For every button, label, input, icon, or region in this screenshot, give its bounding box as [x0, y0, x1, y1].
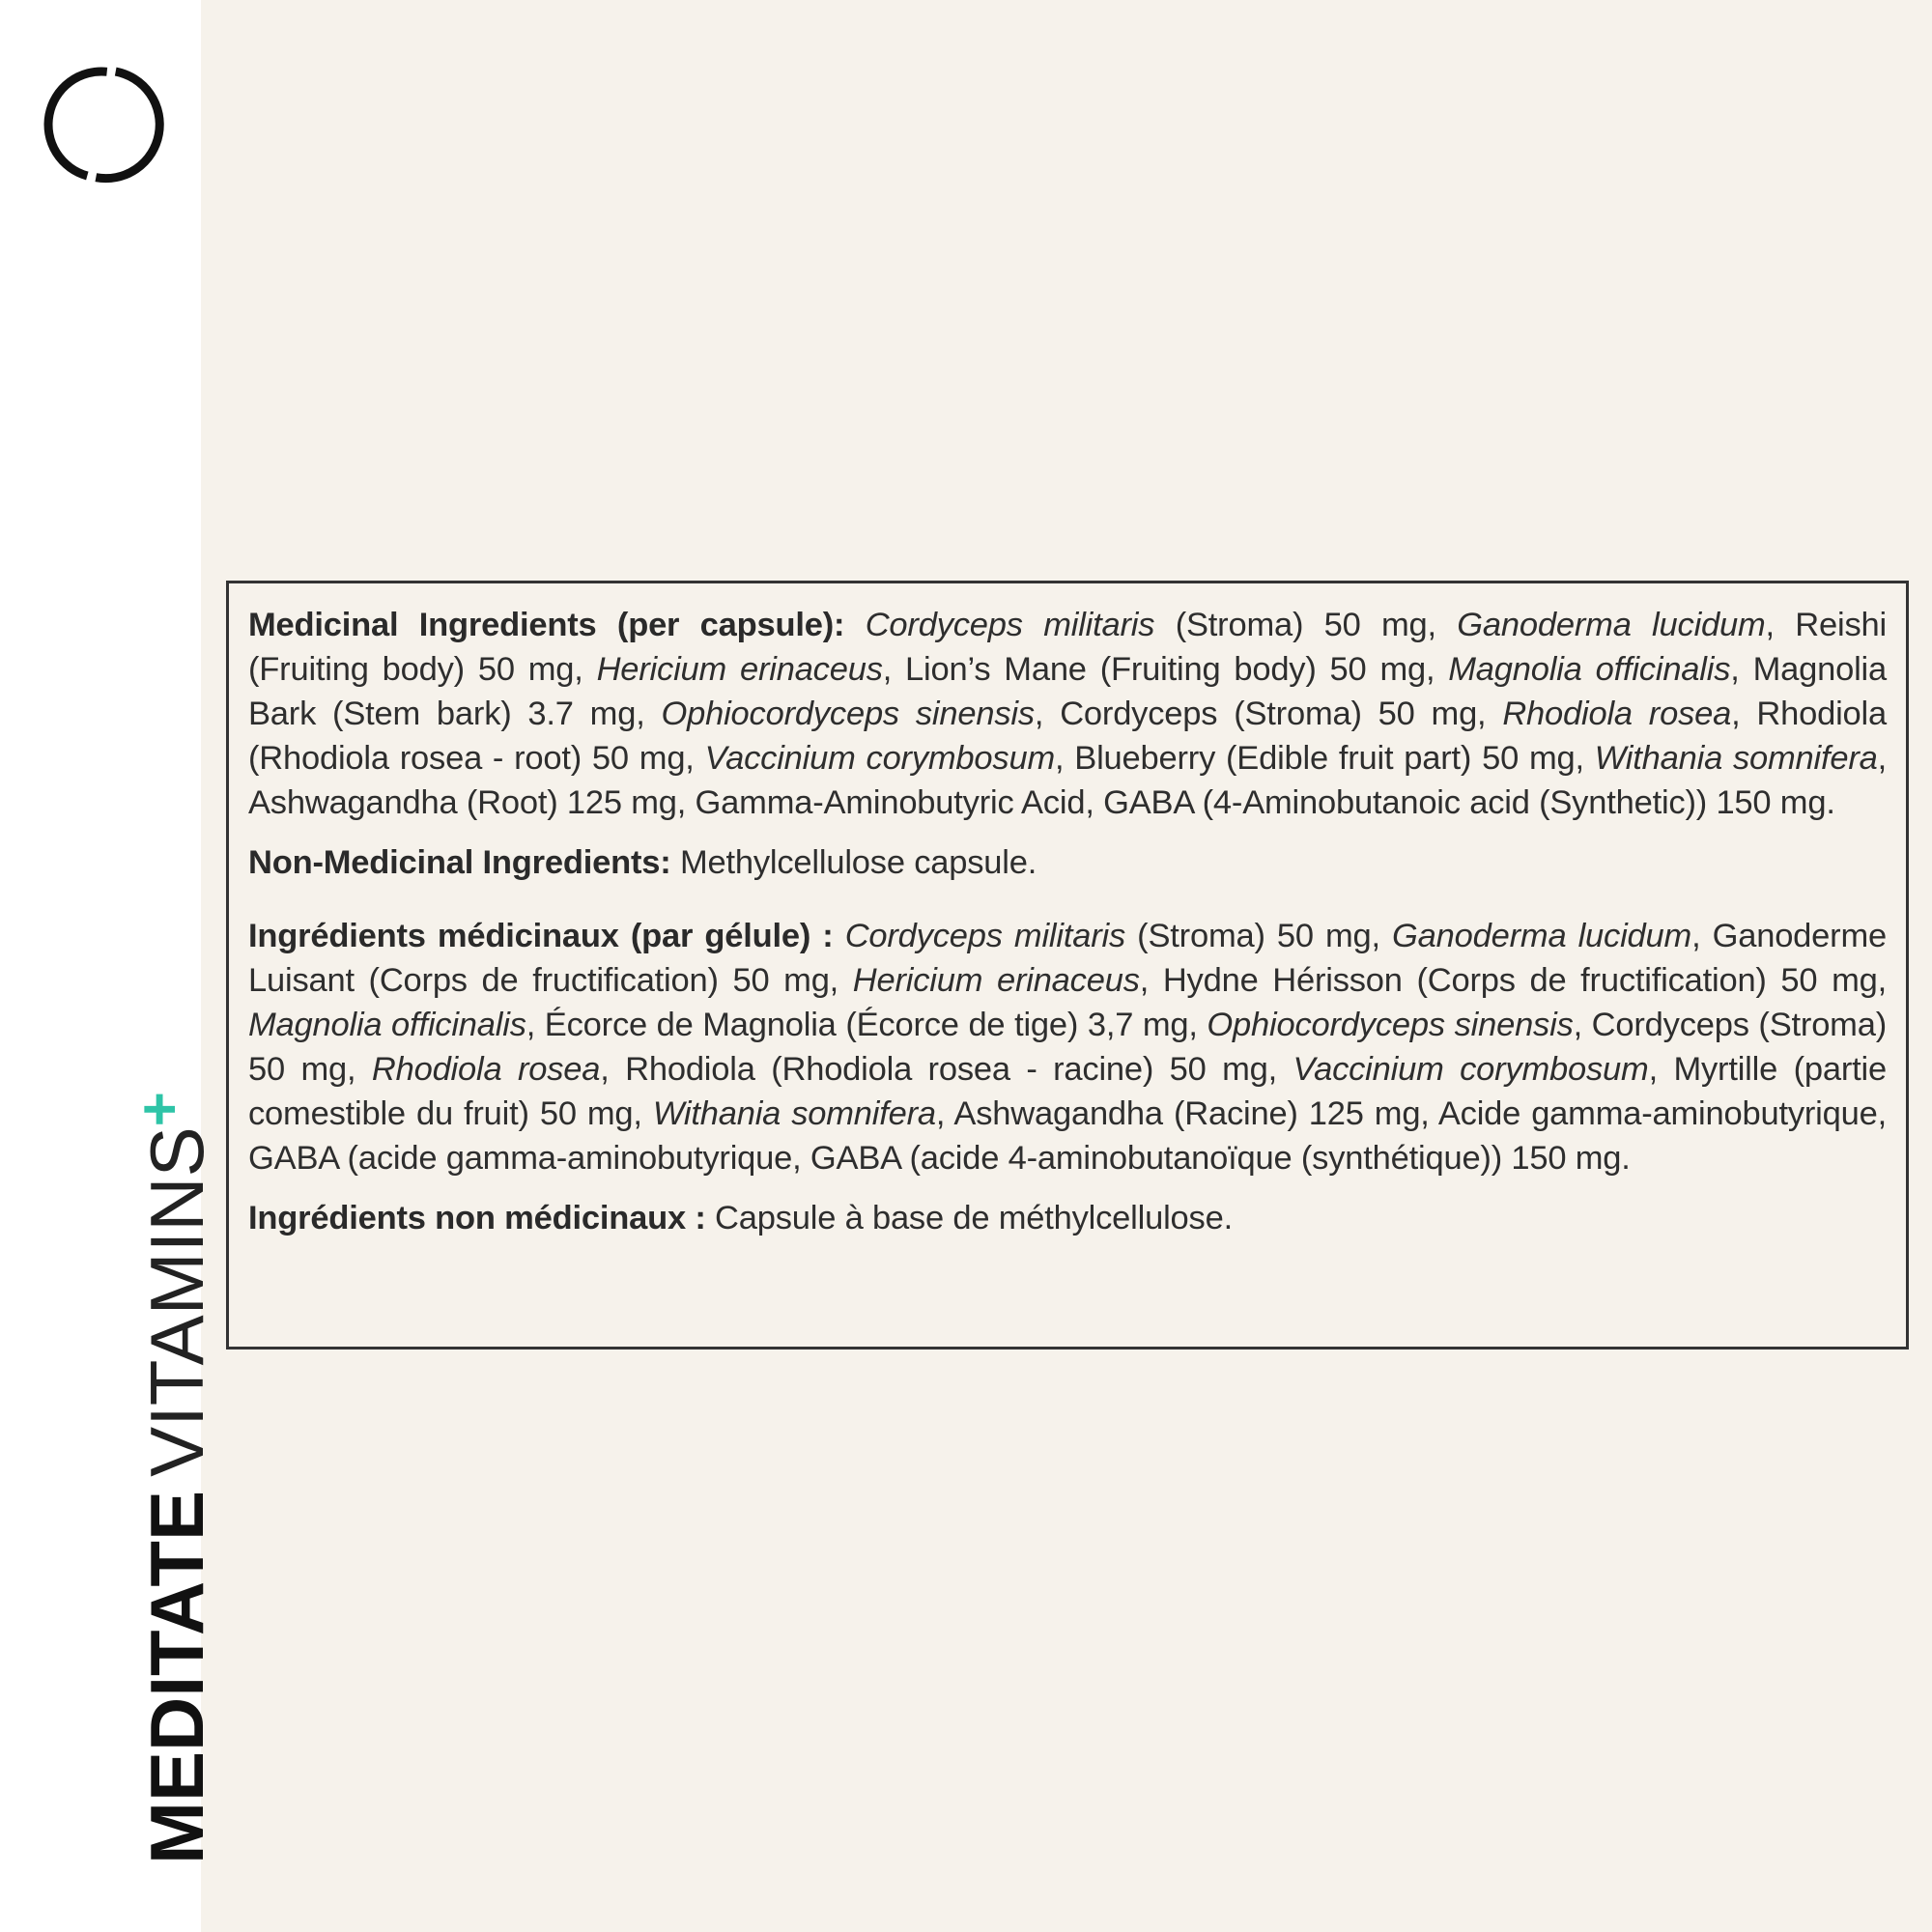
species-name: Ophiocordyceps sinensis	[1207, 1007, 1574, 1043]
ingredient-text: , Rhodiola (Rhodiola rosea - root) 50 mg,	[248, 696, 1887, 777]
species-name: Ganoderma lucidum	[1457, 607, 1766, 643]
ingredient-text	[844, 607, 865, 643]
species-name: Hericium erinaceus	[852, 962, 1140, 999]
ingredient-text: (Stroma) 50 mg,	[1154, 607, 1458, 643]
species-name: Ophiocordyceps sinensis	[661, 696, 1035, 732]
ingredient-text: , Ashwagandha (Racine) 125 mg, Acide gamma-aminobutyrique, GABA (acide gamma-aminobutyrique, GABA (acide 4-aminobutanoïque (synthétique)) 150 mg.	[248, 1095, 1887, 1177]
ingredient-text	[834, 918, 845, 954]
en-medicinal-ingredients	[248, 603, 1887, 825]
fr-non-medicinal-label: Ingrédients non médicinaux :	[248, 1200, 706, 1236]
ingredient-text: , Rhodiola (Rhodiola rosea - racine) 50 mg,	[600, 1051, 1293, 1088]
en-non-medicinal-label: Non-Medicinal Ingredients:	[248, 844, 671, 881]
species-name: Cordyceps militaris	[844, 918, 1126, 954]
en-non-medicinal-ingredients	[248, 840, 1887, 885]
species-name: Rhodiola rosea	[371, 1051, 601, 1088]
species-name: Withania somnifera	[1594, 740, 1878, 777]
species-name: Withania somnifera	[652, 1095, 936, 1132]
brand-plus-mark: +	[127, 1092, 193, 1127]
brand-sidebar	[0, 0, 219, 1932]
fr-medicinal-text	[248, 918, 1887, 1177]
species-name: Cordyceps militaris	[865, 607, 1155, 643]
fr-non-medicinal-text: Capsule à base de méthylcellulose.	[705, 1200, 1233, 1236]
en-medicinal-label: Medicinal Ingredients (per capsule):	[248, 607, 845, 643]
ingredient-text: , Myrtille (partie comestible du fruit) 50 mg,	[248, 1051, 1887, 1132]
ingredient-text: , Ashwagandha (Root) 125 mg, Gamma-Aminobutyric Acid, GABA (4-Aminobutanoic acid (Synthetic)) 150 mg.	[248, 740, 1888, 821]
ingredient-text: (Stroma) 50 mg,	[1125, 918, 1393, 954]
fr-medicinal-ingredients	[248, 914, 1887, 1180]
species-name: Magnolia officinalis	[248, 1007, 526, 1043]
open-ring-logo-icon	[39, 62, 164, 187]
species-name: Ganoderma lucidum	[1392, 918, 1692, 954]
brand-word-meditate: MEDITATE	[134, 1490, 219, 1864]
ingredients-panel	[226, 581, 1909, 1350]
ingredient-text: , Blueberry (Edible fruit part) 50 mg,	[1055, 740, 1595, 777]
species-name: Vaccinium corymbosum	[704, 740, 1055, 777]
fr-medicinal-label: Ingrédients médicinaux (par gélule) :	[248, 918, 834, 954]
ingredient-text: , Cordyceps (Stroma) 50 mg,	[1034, 696, 1503, 732]
ingredient-text: , Reishi (Fruiting body) 50 mg,	[248, 607, 1887, 688]
species-name: Rhodiola rosea	[1502, 696, 1732, 732]
species-name: Vaccinium corymbosum	[1293, 1051, 1649, 1088]
ingredient-text: , Écorce de Magnolia (Écorce de tige) 3,7 mg,	[526, 1007, 1208, 1043]
ingredient-text: , Lion’s Mane (Fruiting body) 50 mg,	[882, 651, 1449, 688]
ingredient-text: , Hydne Hérisson (Corps de fructification) 50 mg,	[1139, 962, 1887, 999]
ingredient-text: , Magnolia Bark (Stem bark) 3.7 mg,	[248, 651, 1887, 732]
brand-wordmark	[127, 1092, 219, 1864]
species-name: Magnolia officinalis	[1448, 651, 1731, 688]
fr-non-medicinal-ingredients	[248, 1196, 1887, 1240]
ingredient-text: , Cordyceps (Stroma) 50 mg,	[248, 1007, 1887, 1088]
ingredient-text: , Ganoderme Luisant (Corps de fructification) 50 mg,	[248, 918, 1887, 999]
brand-word-vitamins: VITAMINS	[134, 1126, 219, 1477]
en-non-medicinal-text: Methylcellulose capsule.	[670, 844, 1037, 881]
species-name: Hericium erinaceus	[596, 651, 883, 688]
